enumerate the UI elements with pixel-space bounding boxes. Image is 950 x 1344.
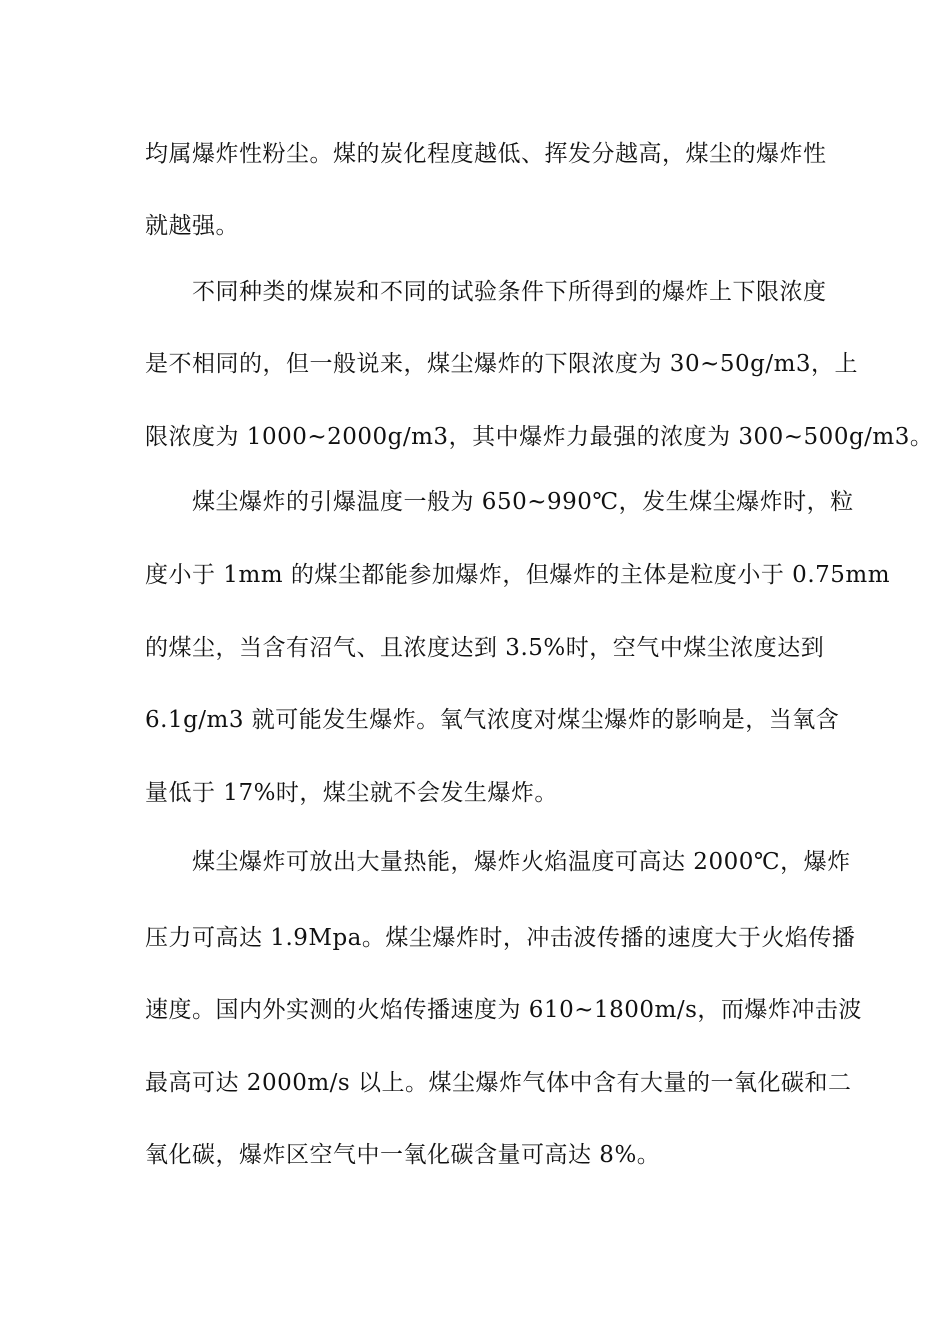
text-line: 氧化碳，爆炸区空气中一氧化碳含量可高达 8%。 (145, 1142, 661, 1168)
text-line: 压力可高达 1.9Mpa。煤尘爆炸时，冲击波传播的速度大于火焰传播 (145, 925, 856, 951)
text-line: 度小于 1mm 的煤尘都能参加爆炸，但爆炸的主体是粒度小于 0.75mm (145, 562, 891, 588)
text-line: 最高可达 2000m/s 以上。煤尘爆炸气体中含有大量的一氧化碳和二 (145, 1070, 852, 1096)
paragraph-start-line: 不同种类的煤炭和不同的试验条件下所得到的爆炸上下限浓度 (192, 279, 827, 305)
text-line: 均属爆炸性粉尘。煤的炭化程度越低、挥发分越高，煤尘的爆炸性 (145, 141, 827, 167)
text-line: 是不相同的，但一般说来，煤尘爆炸的下限浓度为 30~50g/m3，上 (145, 351, 859, 377)
text-line: 的煤尘，当含有沼气、且浓度达到 3.5%时，空气中煤尘浓度达到 (145, 635, 825, 661)
text-line: 就越强。 (145, 213, 239, 239)
paragraph-start-line: 煤尘爆炸可放出大量热能，爆炸火焰温度可高达 2000℃，爆炸 (192, 849, 851, 875)
text-line: 量低于 17%时，煤尘就不会发生爆炸。 (145, 780, 558, 806)
paragraph-start-line: 煤尘爆炸的引爆温度一般为 650~990℃，发生煤尘爆炸时，粒 (192, 489, 854, 515)
text-line: 6.1g/m3 就可能发生爆炸。氧气浓度对煤尘爆炸的影响是，当氧含 (145, 707, 840, 733)
text-line: 速度。国内外实测的火焰传播速度为 610~1800m/s，而爆炸冲击波 (145, 997, 862, 1023)
text-line: 限浓度为 1000~2000g/m3，其中爆炸力最强的浓度为 300~500g/m3。 (145, 424, 934, 450)
